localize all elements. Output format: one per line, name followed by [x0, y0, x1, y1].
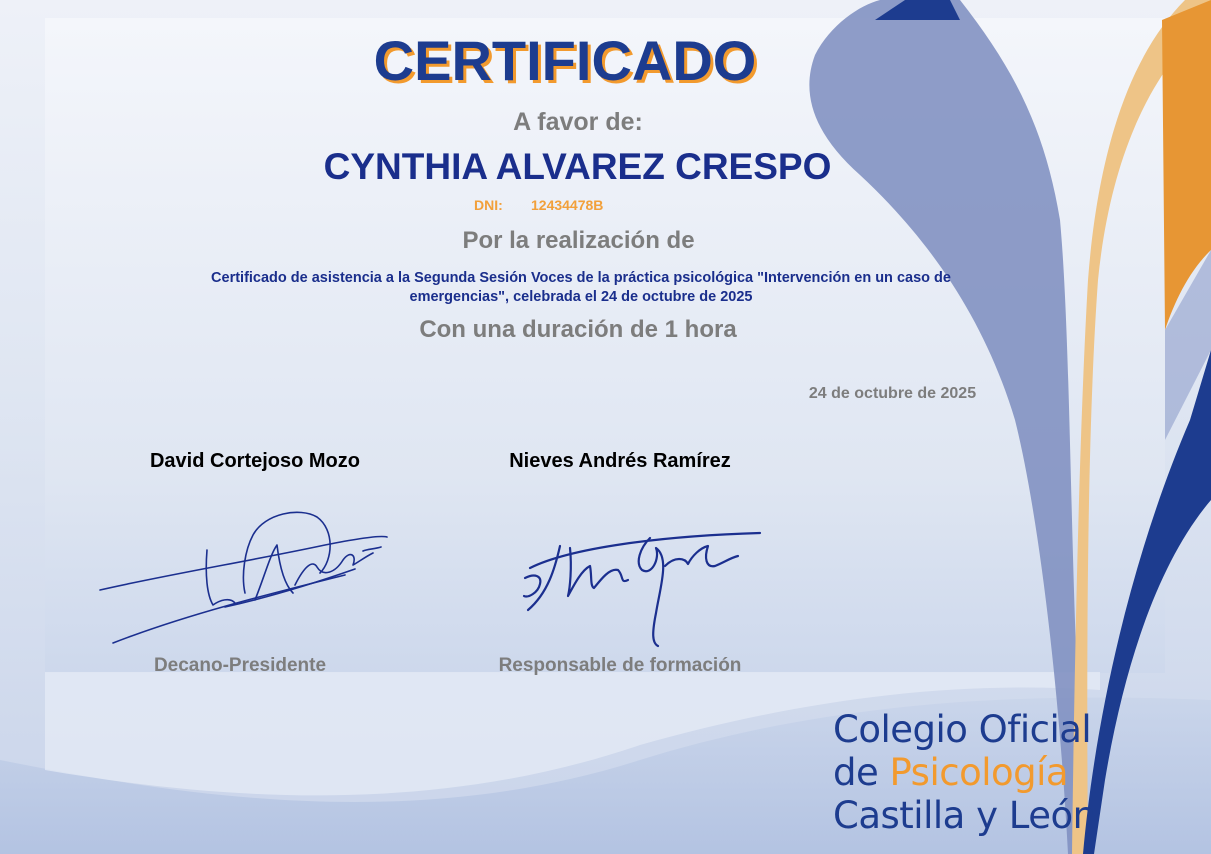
certificate-title: CERTIFICADO: [373, 29, 757, 92]
signatory-name-training: Nieves Andrés Ramírez: [509, 450, 731, 472]
favor-label: A favor de:: [513, 108, 643, 136]
college-logo: [833, 708, 1096, 837]
duration-text: Con una duración de 1 hora: [419, 316, 737, 343]
course-description: [150, 269, 1012, 307]
signature-dean: [95, 505, 395, 650]
dni-value: 12434478B: [531, 197, 604, 213]
realizacion-label: Por la realización de: [462, 227, 695, 254]
logo-line-2-prefix: de: [833, 751, 890, 794]
signatory-name-dean: David Cortejoso Mozo: [149, 450, 360, 472]
signatory-role-dean: Decano-Presidente: [153, 655, 327, 676]
logo-line-3: Castilla y León: [833, 794, 1096, 837]
signature-training: [520, 518, 770, 650]
description-line-2: emergencias", celebrada el 24 de octubre de 2025: [409, 289, 753, 305]
signatory-role-training: Responsable de formación: [498, 655, 742, 676]
logo-line-1: Colegio Oficial: [833, 708, 1092, 751]
description-line-1: Certificado de asistencia a la Segunda Sesión Voces de la práctica psicológica "Intervención en un caso de: [211, 270, 951, 286]
recipient-name: CYNTHIA ALVAREZ CRESPO: [323, 146, 832, 187]
logo-line-2: [833, 751, 1096, 794]
issue-date: 24 de octubre de 2025: [808, 385, 977, 402]
dni-label: DNI:: [474, 197, 503, 213]
logo-line-2-highlight: Psicología: [889, 751, 1069, 794]
